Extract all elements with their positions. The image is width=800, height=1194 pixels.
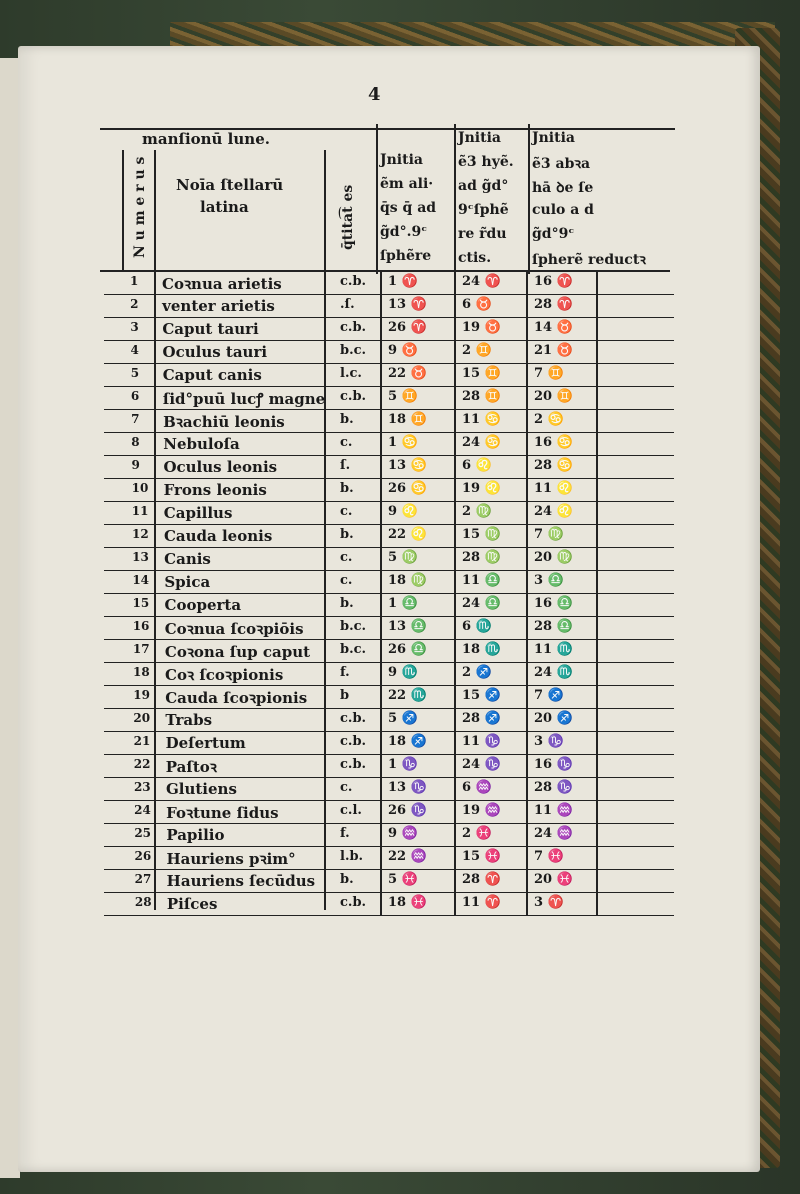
header-divider-3 bbox=[528, 124, 530, 274]
row-rule bbox=[104, 754, 674, 755]
position-reduced: 20 ♐ bbox=[534, 711, 573, 726]
position-reduced: 28 ♑ bbox=[534, 780, 573, 795]
num-col-right bbox=[154, 150, 156, 910]
position-hyparchus: 6 ♌ bbox=[462, 458, 492, 473]
position-hyparchus: 2 ♓ bbox=[462, 826, 492, 841]
name-col-right bbox=[324, 150, 326, 910]
row-number: 27 bbox=[134, 872, 152, 886]
magnitude: b. bbox=[340, 596, 354, 611]
row-number: 13 bbox=[132, 550, 149, 564]
position-reduced: 11 ♌ bbox=[534, 481, 573, 496]
numerus-label: N u m e r u s bbox=[132, 156, 148, 258]
magnitude: c.l. bbox=[340, 803, 362, 818]
row-number: 1 bbox=[130, 274, 139, 288]
position-reduced: 3 ♎ bbox=[534, 573, 564, 588]
row-number: 3 bbox=[130, 320, 139, 334]
col5-line: culo a d bbox=[532, 202, 594, 218]
star-name: Capillus bbox=[163, 504, 233, 522]
row-rule bbox=[104, 363, 674, 364]
position-initial: 5 ♐ bbox=[388, 711, 418, 726]
magnitude: c.b. bbox=[340, 274, 367, 289]
position-initial: 18 ♍ bbox=[388, 573, 427, 588]
col4-line: re r̃du bbox=[458, 226, 507, 242]
position-reduced: 7 ♓ bbox=[534, 849, 564, 864]
magnitude: b. bbox=[340, 412, 354, 427]
star-name: Frons leonis bbox=[163, 481, 267, 499]
position-hyparchus: 19 ♒ bbox=[462, 803, 501, 818]
star-name: Spica bbox=[164, 573, 211, 591]
position-initial: 9 ♌ bbox=[388, 504, 418, 519]
position-hyparchus: 2 ♊ bbox=[462, 343, 492, 358]
position-initial: 9 ♏ bbox=[388, 665, 418, 680]
magnitude: c. bbox=[340, 504, 353, 519]
position-initial: 5 ♓ bbox=[388, 872, 418, 887]
row-number: 2 bbox=[130, 297, 139, 311]
row-number: 6 bbox=[130, 389, 140, 403]
position-reduced: 16 ♈ bbox=[534, 274, 573, 289]
row-number: 28 bbox=[134, 895, 152, 909]
position-hyparchus: 15 ♓ bbox=[462, 849, 501, 864]
row-rule bbox=[104, 662, 674, 663]
col3-line: Jnitia bbox=[380, 152, 423, 168]
position-reduced: 11 ♒ bbox=[534, 803, 573, 818]
position-reduced: 24 ♌ bbox=[534, 504, 573, 519]
position-hyparchus: 15 ♐ bbox=[462, 688, 501, 703]
row-rule bbox=[104, 823, 674, 824]
value-column-divider bbox=[596, 272, 598, 916]
magnitude: c.b. bbox=[340, 895, 367, 910]
position-reduced: 2 ♋ bbox=[534, 412, 564, 427]
position-hyparchus: 24 ♑ bbox=[462, 757, 501, 772]
col3-line: g̃d°.9ᶜ bbox=[380, 224, 428, 240]
position-hyparchus: 15 ♊ bbox=[462, 366, 501, 381]
magnitude: b. bbox=[340, 527, 354, 542]
nomina-label-line1: Noīa ſtellarū bbox=[176, 176, 284, 194]
magnitude: c. bbox=[340, 780, 353, 795]
position-initial: 13 ♋ bbox=[388, 458, 427, 473]
row-rule bbox=[104, 478, 674, 479]
star-name: Cauda leonis bbox=[163, 527, 273, 545]
star-name: ſid°puū lucꝭ magne bbox=[162, 390, 326, 408]
position-initial: 13 ♈ bbox=[388, 297, 427, 312]
magnitude: ſ. bbox=[340, 458, 351, 473]
magnitude: b. bbox=[340, 481, 354, 496]
magnitude: .ſ. bbox=[340, 297, 355, 312]
star-name: Foꝛtune ſidus bbox=[166, 804, 279, 822]
position-initial: 22 ♌ bbox=[388, 527, 427, 542]
col5-line: ſpherẽ reductꝛ bbox=[532, 252, 646, 268]
row-rule bbox=[104, 777, 674, 778]
row-rule bbox=[104, 455, 674, 456]
col4-line: ctis. bbox=[458, 250, 492, 266]
row-number: 4 bbox=[130, 343, 139, 357]
position-reduced: 14 ♉ bbox=[534, 320, 573, 335]
magnitude: b. bbox=[340, 872, 354, 887]
position-reduced: 7 ♐ bbox=[534, 688, 564, 703]
row-number: 12 bbox=[131, 527, 149, 541]
row-rule bbox=[104, 432, 674, 433]
position-reduced: 21 ♉ bbox=[534, 343, 573, 358]
position-initial: 1 ♈ bbox=[388, 274, 418, 289]
row-rule bbox=[104, 340, 674, 341]
row-number: 14 bbox=[132, 573, 150, 587]
col4-line: ad g̃d° bbox=[458, 178, 509, 194]
row-rule bbox=[104, 800, 674, 801]
quantitas-label: q̄tita͡t es bbox=[340, 184, 356, 250]
position-hyparchus: 6 ♒ bbox=[462, 780, 492, 795]
row-number: 22 bbox=[133, 757, 151, 771]
star-name: Hauriens pꝛim° bbox=[166, 850, 296, 868]
position-initial: 18 ♓ bbox=[388, 895, 427, 910]
col3-line: q̄s q̄ ad bbox=[380, 200, 437, 216]
row-number: 9 bbox=[131, 458, 140, 472]
position-hyparchus: 28 ♍ bbox=[462, 550, 501, 565]
row-number: 8 bbox=[131, 435, 140, 449]
row-rule bbox=[104, 892, 674, 893]
position-hyparchus: 18 ♏ bbox=[462, 642, 501, 657]
star-name: Caput canis bbox=[162, 366, 262, 384]
magnitude: f. bbox=[340, 665, 350, 680]
position-hyparchus: 19 ♌ bbox=[462, 481, 501, 496]
row-number: 21 bbox=[133, 734, 151, 748]
row-number: 7 bbox=[131, 412, 140, 426]
position-reduced: 28 ♎ bbox=[534, 619, 573, 634]
magnitude: f. bbox=[340, 826, 350, 841]
position-reduced: 16 ♑ bbox=[534, 757, 573, 772]
row-rule bbox=[104, 593, 674, 594]
row-number: 24 bbox=[134, 803, 151, 817]
position-hyparchus: 11 ♋ bbox=[462, 412, 501, 427]
star-name: Canis bbox=[164, 550, 211, 568]
star-name: Coopertа bbox=[164, 596, 242, 614]
magnitude: l.b. bbox=[340, 849, 364, 864]
position-reduced: 20 ♊ bbox=[534, 389, 573, 404]
star-name: Coꝛona ſup caput bbox=[164, 643, 311, 661]
star-name: Hauriens ſecūdus bbox=[166, 872, 316, 890]
position-hyparchus: 6 ♉ bbox=[462, 297, 492, 312]
row-rule bbox=[104, 501, 674, 502]
row-number: 16 bbox=[132, 619, 150, 633]
page-number: 4 bbox=[368, 84, 381, 105]
position-hyparchus: 24 ♈ bbox=[462, 274, 501, 289]
position-reduced: 3 ♑ bbox=[534, 734, 564, 749]
position-initial: 9 ♉ bbox=[388, 343, 418, 358]
value-column-divider bbox=[454, 272, 456, 916]
position-reduced: 28 ♈ bbox=[534, 297, 573, 312]
col5-line: hā ꝺe ſe bbox=[532, 180, 594, 196]
row-rule bbox=[104, 547, 674, 548]
header-divider-1 bbox=[376, 124, 378, 274]
star-name: Trabs bbox=[165, 711, 213, 729]
position-initial: 22 ♉ bbox=[388, 366, 427, 381]
position-initial: 5 ♊ bbox=[388, 389, 418, 404]
row-rule bbox=[104, 869, 674, 870]
star-name: Nebuloſa bbox=[163, 435, 240, 453]
magnitude: c.b. bbox=[340, 389, 367, 404]
star-name: Glutiens bbox=[165, 780, 237, 798]
position-initial: 26 ♋ bbox=[388, 481, 427, 496]
position-initial: 26 ♈ bbox=[388, 320, 427, 335]
row-rule bbox=[104, 915, 674, 916]
row-number: 25 bbox=[134, 826, 152, 840]
star-name: Oculus leonis bbox=[163, 458, 278, 476]
position-hyparchus: 19 ♉ bbox=[462, 320, 501, 335]
star-name: Papilio bbox=[166, 826, 225, 844]
position-initial: 9 ♒ bbox=[388, 826, 418, 841]
row-number: 23 bbox=[133, 780, 151, 794]
previous-page-edge bbox=[0, 58, 20, 1178]
col4-line: 9ᶜſphẽ bbox=[458, 202, 509, 218]
col5-line: g̃d°9ᶜ bbox=[532, 226, 575, 242]
position-reduced: 28 ♋ bbox=[534, 458, 573, 473]
position-hyparchus: 28 ♐ bbox=[462, 711, 501, 726]
header-divider-2 bbox=[454, 124, 456, 274]
row-rule bbox=[104, 524, 674, 525]
position-hyparchus: 11 ♑ bbox=[462, 734, 501, 749]
position-reduced: 16 ♎ bbox=[534, 596, 573, 611]
star-name: Cauda ſcoꝛpionis bbox=[165, 689, 308, 707]
row-rule bbox=[104, 731, 674, 732]
row-number: 26 bbox=[134, 849, 152, 863]
star-name: venter arietis bbox=[162, 297, 275, 315]
star-name: Caput tauri bbox=[162, 320, 259, 338]
star-name: Deſertum bbox=[165, 734, 246, 752]
magnitude: b.c. bbox=[340, 619, 367, 634]
row-number: 11 bbox=[131, 504, 149, 518]
row-number: 17 bbox=[132, 642, 150, 656]
col4-line: Jnitia bbox=[458, 130, 501, 146]
magnitude: c.b. bbox=[340, 734, 367, 749]
position-hyparchus: 28 ♊ bbox=[462, 389, 501, 404]
row-rule bbox=[104, 639, 674, 640]
position-initial: 1 ♑ bbox=[388, 757, 418, 772]
position-initial: 5 ♍ bbox=[388, 550, 418, 565]
position-hyparchus: 11 ♎ bbox=[462, 573, 501, 588]
star-name: Oculus tauri bbox=[162, 343, 268, 361]
position-initial: 18 ♊ bbox=[388, 412, 427, 427]
position-hyparchus: 24 ♋ bbox=[462, 435, 501, 450]
position-hyparchus: 15 ♍ bbox=[462, 527, 501, 542]
value-column-divider bbox=[380, 272, 382, 916]
position-initial: 26 ♑ bbox=[388, 803, 427, 818]
row-rule bbox=[104, 685, 674, 686]
magnitude: b bbox=[340, 688, 350, 703]
position-reduced: 16 ♋ bbox=[534, 435, 573, 450]
position-reduced: 24 ♒ bbox=[534, 826, 573, 841]
magnitude: c.b. bbox=[340, 320, 367, 335]
magnitude: b.c. bbox=[340, 343, 367, 358]
row-rule bbox=[104, 409, 674, 410]
position-initial: 18 ♐ bbox=[388, 734, 427, 749]
star-name: Coꝛnua ſcoꝛpiōis bbox=[164, 620, 304, 638]
value-column-divider bbox=[526, 272, 528, 916]
magnitude: b.c. bbox=[340, 642, 367, 657]
col3-line: ẽm ali· bbox=[380, 176, 434, 192]
position-reduced: 7 ♊ bbox=[534, 366, 564, 381]
row-number: 20 bbox=[133, 711, 151, 725]
row-rule bbox=[104, 570, 674, 571]
mansion-title: manſionū lune. bbox=[142, 130, 270, 148]
position-reduced: 20 ♍ bbox=[534, 550, 573, 565]
col5-line: ẽ3 abꝛa bbox=[532, 156, 591, 172]
star-name: Bꝛachiū leonis bbox=[163, 413, 285, 431]
position-initial: 26 ♎ bbox=[388, 642, 427, 657]
star-name: Coꝛnua arietis bbox=[162, 275, 282, 293]
magnitude: c. bbox=[340, 573, 353, 588]
position-initial: 13 ♎ bbox=[388, 619, 427, 634]
magnitude: c.b. bbox=[340, 757, 367, 772]
position-reduced: 7 ♍ bbox=[534, 527, 564, 542]
magnitude: c.b. bbox=[340, 711, 367, 726]
position-initial: 13 ♑ bbox=[388, 780, 427, 795]
header-bottom-rule bbox=[100, 270, 670, 272]
row-rule bbox=[104, 708, 674, 709]
position-initial: 22 ♏ bbox=[388, 688, 427, 703]
position-hyparchus: 2 ♍ bbox=[462, 504, 492, 519]
position-hyparchus: 11 ♈ bbox=[462, 895, 501, 910]
row-rule bbox=[104, 386, 674, 387]
row-number: 18 bbox=[133, 665, 150, 679]
position-initial: 1 ♋ bbox=[388, 435, 418, 450]
magnitude: c. bbox=[340, 550, 353, 565]
col5-line: Jnitia bbox=[532, 130, 575, 146]
magnitude: c. bbox=[340, 435, 353, 450]
position-hyparchus: 6 ♏ bbox=[462, 619, 492, 634]
nomina-label-line2: latina bbox=[200, 198, 249, 216]
position-initial: 1 ♎ bbox=[388, 596, 418, 611]
position-reduced: 11 ♏ bbox=[534, 642, 573, 657]
star-name: Paſtoꝛ bbox=[165, 758, 217, 776]
col4-line: ẽ3 hyẽ. bbox=[458, 154, 514, 170]
position-reduced: 3 ♈ bbox=[534, 895, 564, 910]
row-number: 19 bbox=[133, 688, 150, 702]
row-rule bbox=[104, 294, 674, 295]
position-hyparchus: 24 ♎ bbox=[462, 596, 501, 611]
position-initial: 22 ♒ bbox=[388, 849, 427, 864]
num-col-left bbox=[122, 150, 124, 270]
position-hyparchus: 2 ♐ bbox=[462, 665, 492, 680]
row-number: 15 bbox=[132, 596, 150, 610]
position-reduced: 24 ♏ bbox=[534, 665, 573, 680]
row-number: 10 bbox=[131, 481, 149, 495]
col3-line: ſphẽre bbox=[380, 248, 432, 264]
position-reduced: 20 ♓ bbox=[534, 872, 573, 887]
row-number: 5 bbox=[130, 366, 140, 380]
star-name: Piſces bbox=[166, 895, 218, 913]
row-rule bbox=[104, 616, 674, 617]
magnitude: l.c. bbox=[340, 366, 362, 381]
row-rule bbox=[104, 846, 674, 847]
position-hyparchus: 28 ♈ bbox=[462, 872, 501, 887]
star-name: Coꝛ ſcoꝛpionis bbox=[165, 666, 284, 684]
row-rule bbox=[104, 317, 674, 318]
